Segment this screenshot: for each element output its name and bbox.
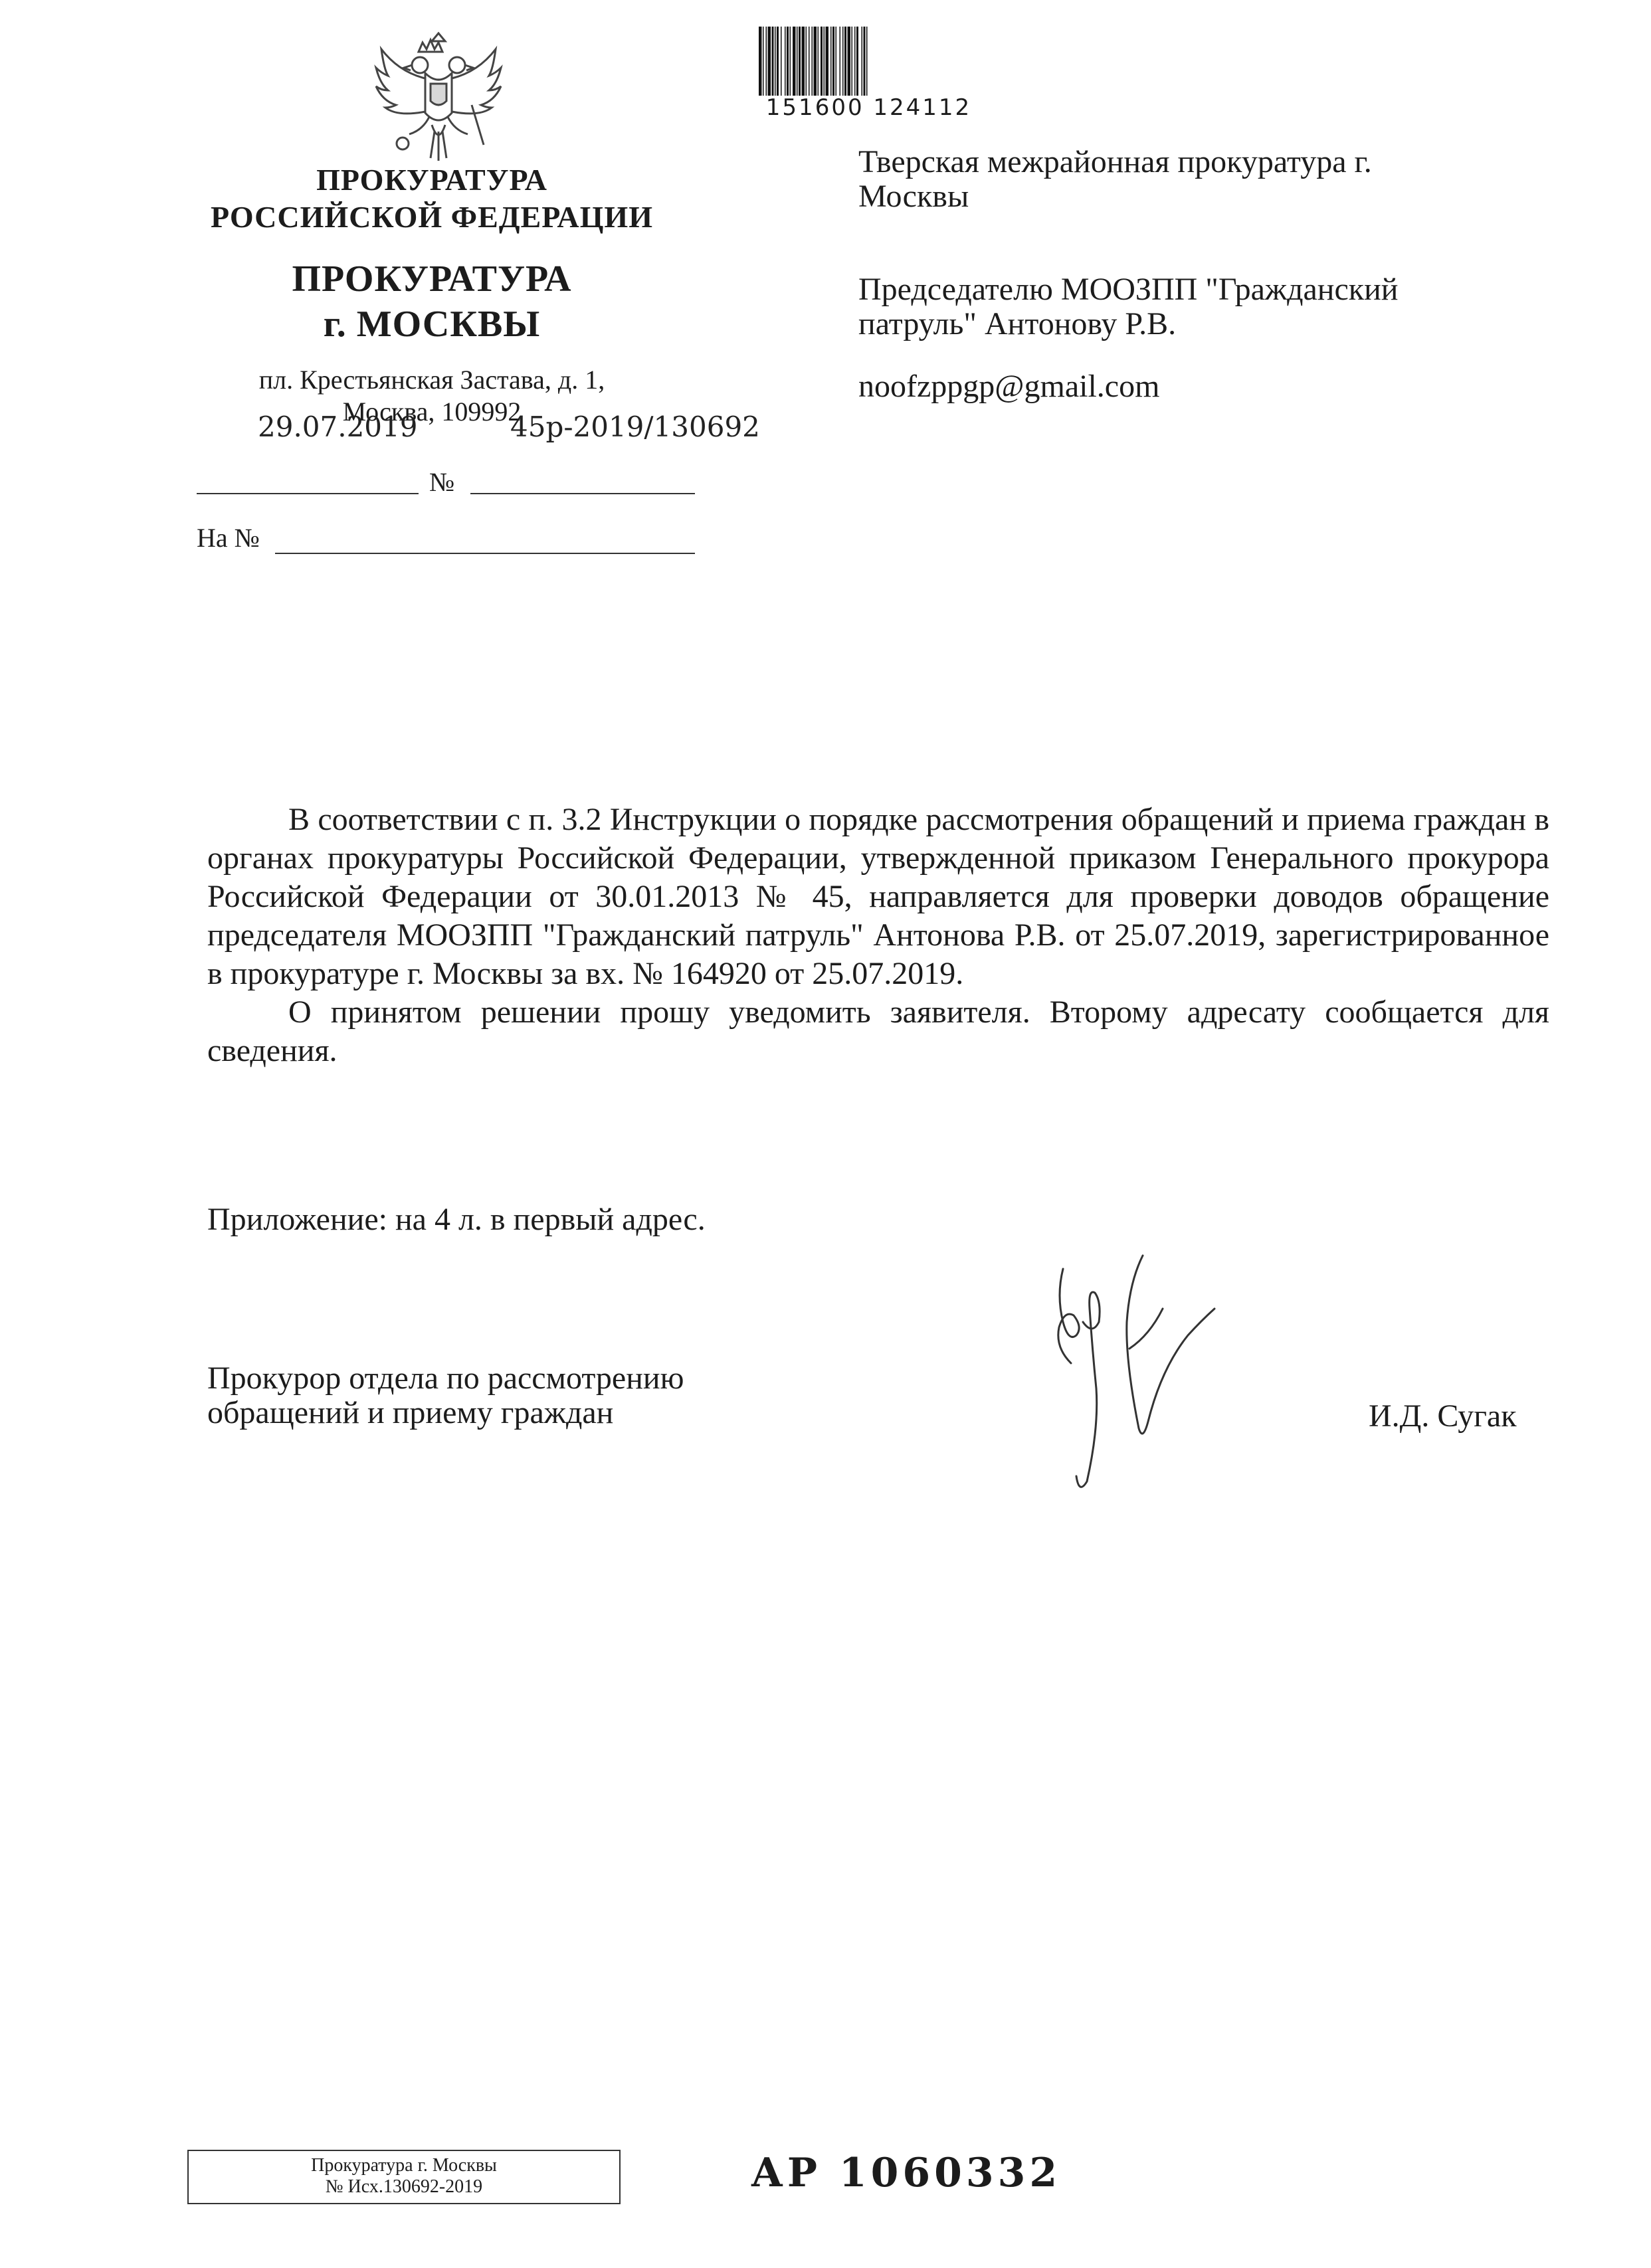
attachment-note: Приложение: на 4 л. в первый адрес. <box>207 1202 706 1237</box>
coat-of-arms-icon <box>372 32 505 178</box>
reply-to-label: На № <box>197 523 260 553</box>
number-underline <box>470 493 695 494</box>
body-paragraph-2: О принятом решении прошу уведомить заявителя. Второму адресату сообщается для сведения. <box>207 994 1549 1068</box>
registration-date: 29.07.2019 <box>258 411 418 443</box>
body-paragraph-1: В соответствии с п. 3.2 Инструкции о порядке рассмотрения обращений и приема граждан в органах прокуратуры Российской Федерации, утвержденной приказом Генерального прокурора Российской Федерации от 30.01.2013 № 45, направляется для проверки доводов обращение председателя МООЗПП "Гражданский патруль" Антонова Р.В. от 25.07.2019, зарегистрированное в прокуратуре г. Москвы за вх. № 164920 от 25.07.2019. <box>207 802 1549 991</box>
barcode <box>757 27 980 98</box>
address-line1: пл. Крестьянская Застава, д. 1, <box>258 365 605 395</box>
reply-to-underline <box>275 553 695 554</box>
suborg-name-line2: г. МОСКВЫ <box>323 304 541 345</box>
recipient-email: noofzppgp@gmail.com <box>858 369 1160 404</box>
recipient2-line1: Председателю МООЗПП "Гражданский <box>858 272 1399 307</box>
recipient1-line2: Москвы <box>858 179 969 214</box>
org-name-line1: ПРОКУРАТУРА <box>316 163 547 197</box>
org-name-line2: РОССИЙСКОЙ ФЕДЕРАЦИИ <box>211 200 653 234</box>
suborg-name-line1: ПРОКУРАТУРА <box>292 258 572 300</box>
address-line2: Москва, 109992 <box>342 397 522 426</box>
barcode-number: 151600 124112 <box>765 94 972 121</box>
reg-box-line2: № Исх.130692-2019 <box>325 2176 483 2197</box>
registration-number: 45р-2019/130692 <box>510 411 760 443</box>
letter-body <box>207 801 1549 1070</box>
reg-box-line1: Прокуратура г. Москвы <box>311 2155 497 2176</box>
date-underline <box>197 493 419 494</box>
number-sign: № <box>429 467 455 497</box>
signer-position-line1: Прокурор отдела по рассмотрению <box>207 1361 684 1396</box>
recipient1-line1: Тверская межрайонная прокуратура г. <box>858 144 1372 179</box>
outgoing-registration-box <box>187 2150 621 2204</box>
signer-position-line2: обращений и приему граждан <box>207 1395 614 1430</box>
signer-name: И.Д. Сугак <box>1369 1398 1517 1434</box>
recipient2-line2: патруль" Антонову Р.В. <box>858 306 1177 341</box>
form-serial-number: АР 1060332 <box>751 2150 1062 2196</box>
handwritten-signature <box>1036 1249 1249 1528</box>
